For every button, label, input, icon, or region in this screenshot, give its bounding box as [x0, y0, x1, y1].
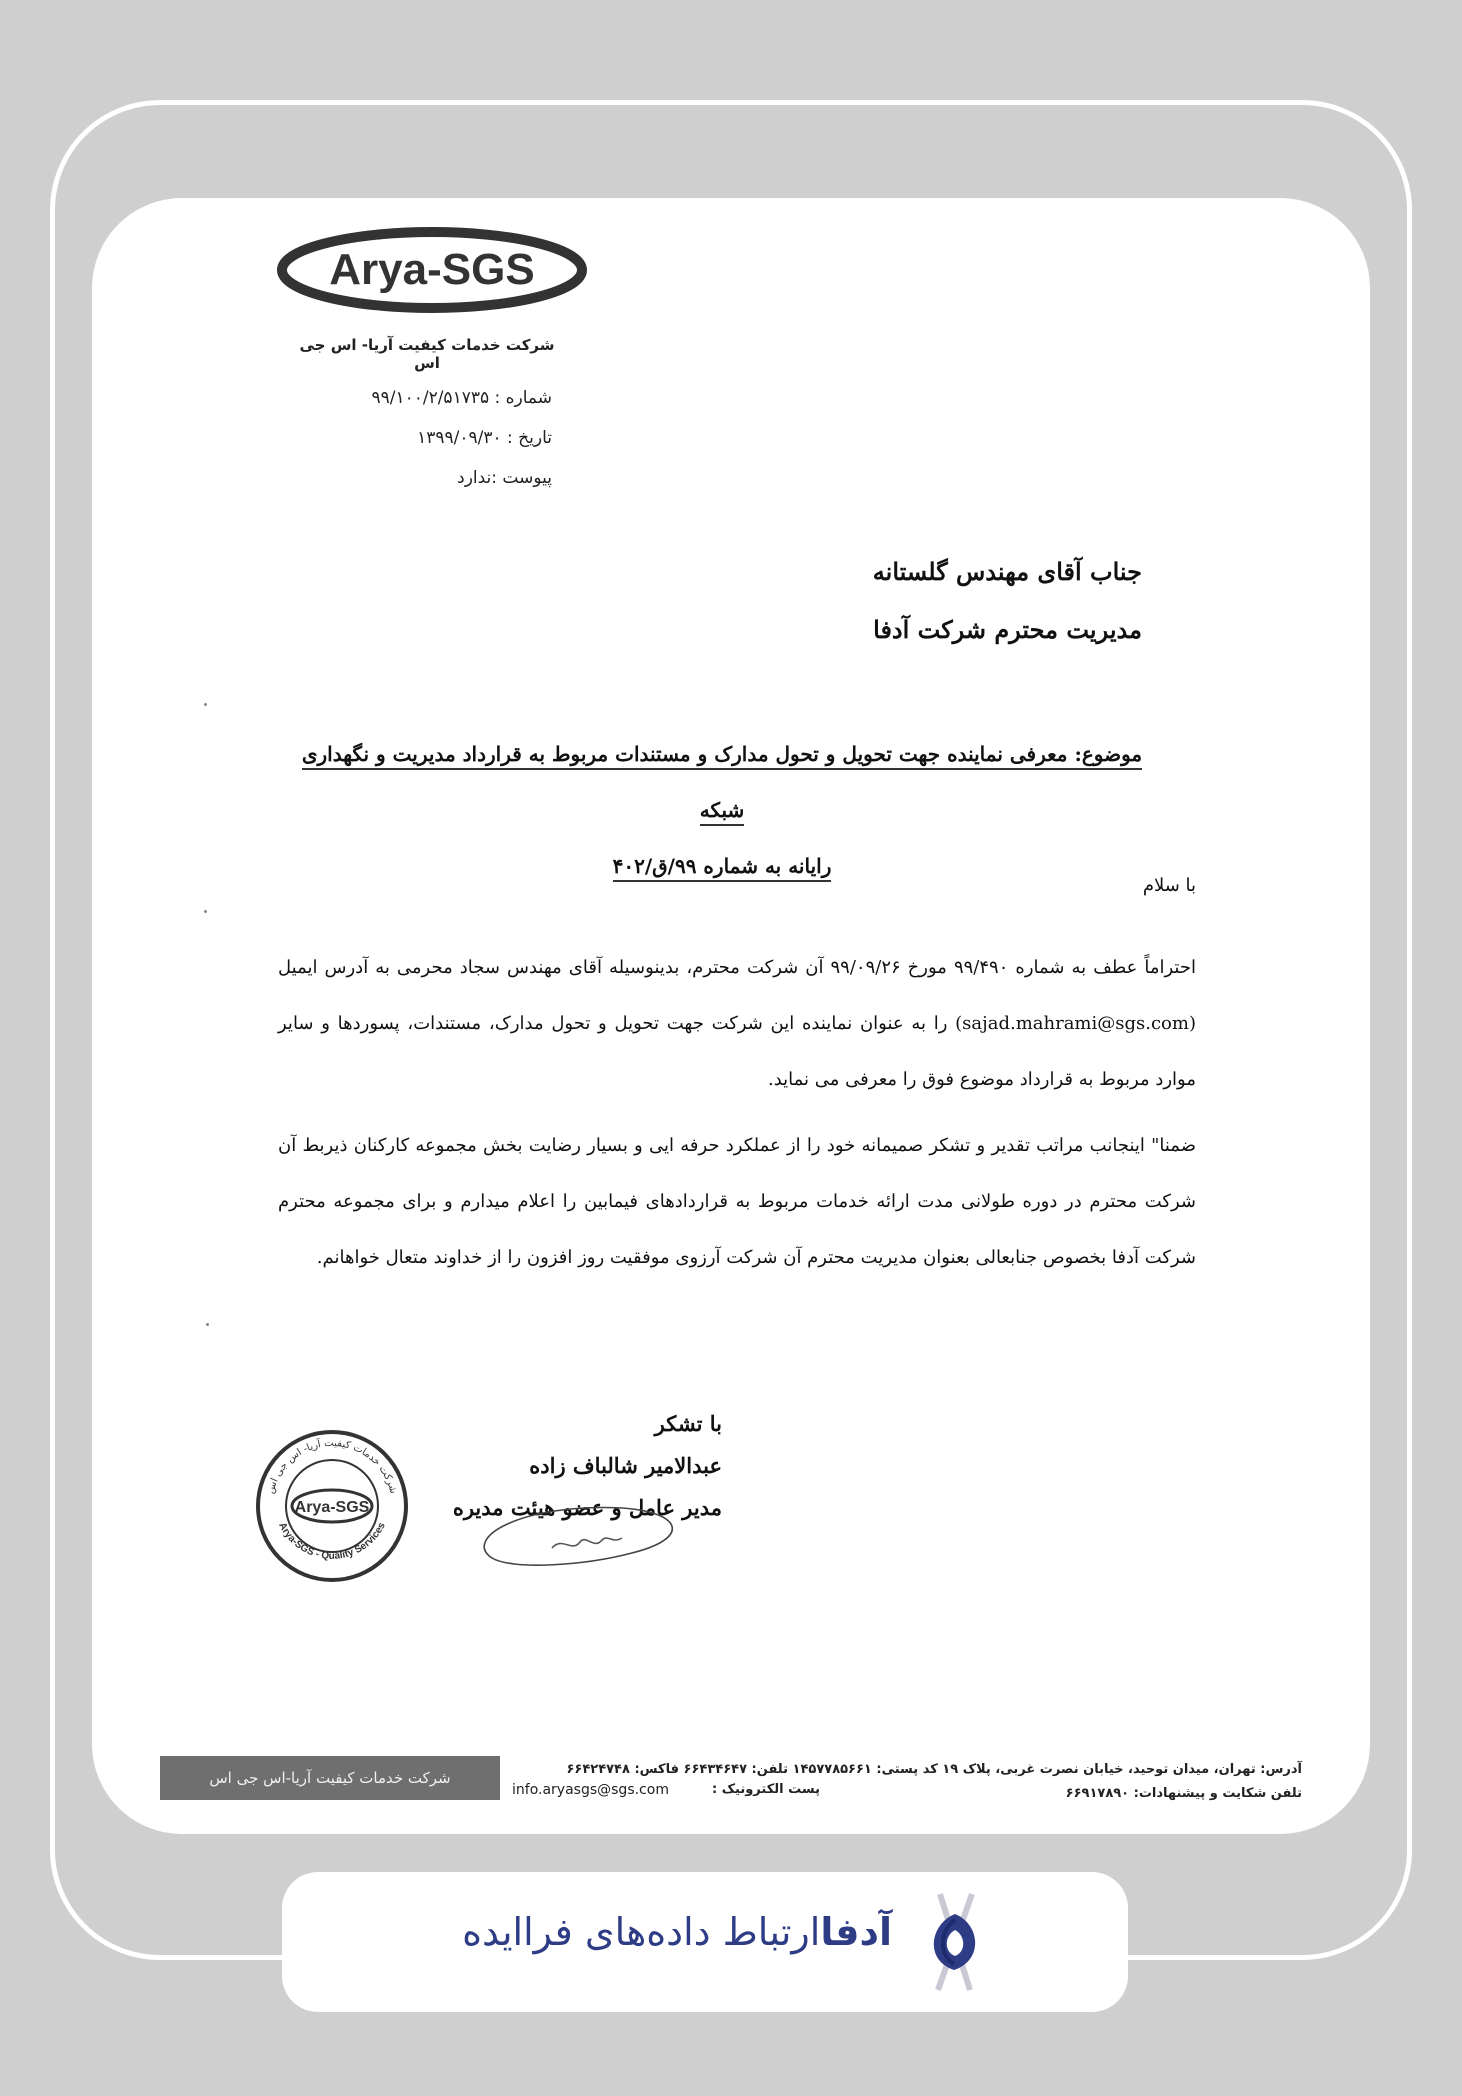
stamp-ring-bottom: Arya-SGS - Quality Services — [276, 1520, 388, 1562]
scan-dot — [206, 1323, 209, 1326]
svg-text:Arya-SGS - Quality Services — [276, 1520, 388, 1561]
body-paragraph-2: ضمنا" اینجانب مراتب تقدیر و تشکر صمیمانه خود را از عملکرد حرفه ایی و بسیار رضایت بخش مجموعه کارکنان ذیربط آن شرکت محترم در دوره طولانی مدت ارائه خدمات مربوط به قراردادهای فیمابین را اعلام میدارم و برای مجموعه محترم شرکت آدفا بخصوص جنابعالی بعنوان مدیریت محترم آن شرکت آرزوی موفقیت روز افزون را از خداوند متعال خواهانم. — [278, 1135, 1196, 1268]
scan-dot — [204, 910, 207, 913]
letter-number: شماره : ۹۹/۱۰۰/۲/۵۱۷۳۵ — [371, 388, 552, 408]
footer-email[interactable]: info.aryasgs@sgs.com — [512, 1782, 669, 1798]
signatory-name: عبدالامیر شالباف زاده — [529, 1453, 722, 1478]
letter-body — [278, 858, 1196, 1296]
recipient-name: جناب آقای مهندس گلستانه — [872, 557, 1142, 586]
recipient-title: مدیریت محترم شرکت آدفا — [873, 615, 1142, 644]
stamp-text: Arya-SGS — [294, 1499, 370, 1516]
letter-date: تاریخ : ۱۳۹۹/۰۹/۳۰ — [417, 428, 552, 448]
handwritten-signature — [462, 1498, 692, 1578]
greeting: با سلام — [1142, 875, 1196, 896]
brand-tagline: ارتباط داده‌های فراایده — [462, 1910, 821, 1954]
footer-address: آدرس: تهران، میدان توحید، خیابان نصرت غربی، پلاک ۱۹ کد پستی: ۱۴۵۷۷۸۵۶۶۱ تلفن: ۶۶۴۳۴۶۴۷ فاکس: ۶۶۴۲۴۷۴۸ — [566, 1762, 1302, 1777]
adfa-logo-icon — [910, 1890, 1000, 1994]
scan-dot — [204, 703, 207, 706]
subject-line2: رایانه به شماره ۹۹/ق/۴۰۲ — [613, 854, 832, 882]
arya-sgs-logo — [272, 220, 592, 320]
footer-complaints: تلفن شکایت و پیشنهادات: ۶۶۹۱۷۸۹۰ — [1065, 1786, 1302, 1801]
company-name: شرکت خدمات کیفیت آریا- اس جی اس — [299, 336, 555, 372]
logo-text: Arya-SGS — [329, 245, 535, 294]
stamp-ring-top: شرکت خدمات کیفیت آریا- اس جی اس — [265, 1437, 399, 1495]
body-paragraph-1: احتراماً عطف به شماره ۹۹/۴۹۰ مورخ ۹۹/۰۹/۲۶ آن شرکت محترم، بدینوسیله آقای مهندس سجاد محرمی به آدرس ایمیل (sajad.mahrami@sgs.com) را به عنوان نماینده این شرکت جهت تحویل و تحول مدارک، مستندات، پسوردها و سایر موارد مربوط به قرارداد موضوع فوق را معرفی می نماید. — [278, 957, 1196, 1090]
brand-name: آدفا — [820, 1910, 892, 1954]
footer-company-banner: شرکت خدمات کیفیت آریا-اس جی اس — [160, 1756, 500, 1800]
company-stamp — [252, 1426, 412, 1586]
letter-meta — [342, 378, 552, 498]
letter-attachment: پیوست :ندارد — [457, 468, 552, 488]
brand-bar — [282, 1872, 1128, 2012]
svg-text:شرکت خدمات کیفیت آریا- اس جی ا — [265, 1437, 398, 1495]
signatory-title: مدیر عامل و عضو هیئت مدیره — [452, 1495, 722, 1520]
subject-line1: موضوع: معرفی نماینده جهت تحویل و تحول مدارک و مستندات مربوط به قرارداد مدیریت و نگهداری شبکه — [302, 742, 1142, 826]
letter-paper — [92, 198, 1370, 1834]
closing: با تشکر — [654, 1411, 722, 1436]
brand-title — [392, 1910, 892, 1954]
recipient-block — [873, 543, 1142, 659]
footer-email-label: پست الکترونیک : — [712, 1782, 820, 1797]
